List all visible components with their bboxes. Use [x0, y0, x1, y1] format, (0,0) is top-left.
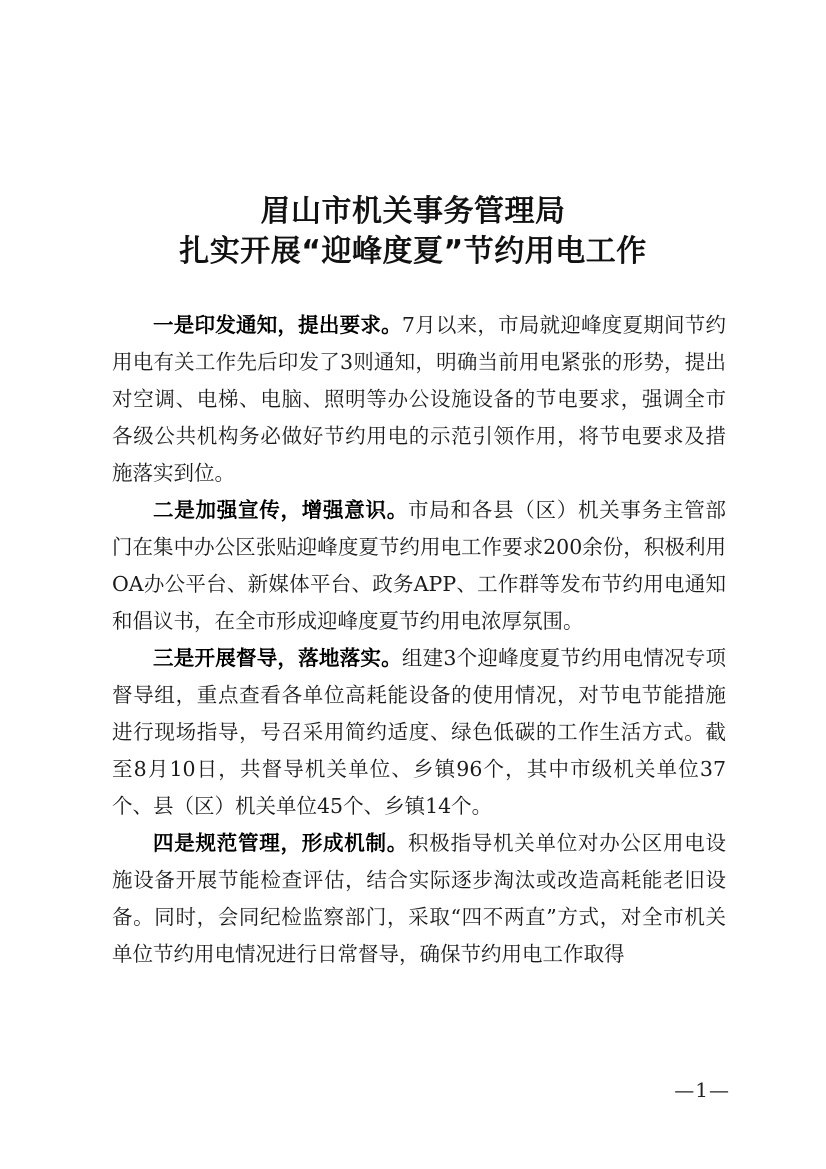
paragraph-3-text: 组建3个迎峰度夏节约用电情况专项督导组，重点查看各单位高耗能设备的使用情况，对节电节能措施进行现场指导，号召采用简约适度、绿色低碳的工作生活方式。截至8月10日，共督导机关单位、乡镇96个，其中市级机关单位37个、县（区）机关单位45个、乡镇14个。 [112, 646, 727, 818]
paragraph-3 [112, 640, 726, 825]
paragraph-3-lead: 三是开展督导，落地落实。 [153, 646, 402, 670]
paragraph-1-text: 7月以来，市局就迎峰度夏期间节约用电有关工作先后印发了3则通知，明确当前用电紧张的形势，提出对空调、电梯、电脑、照明等办公设施设备的节电要求，强调全市各级公共机构务必做好节约用电的示范引领作用，将节电要求及措施落实到位。 [112, 313, 727, 485]
page-number: —1— [674, 1078, 730, 1102]
paragraph-4-lead: 四是规范管理，形成机制。 [153, 831, 408, 855]
document-title-line-2: 扎实开展“迎峰度夏”节约用电工作 [179, 234, 647, 269]
paragraph-1-lead: 一是印发通知，提出要求。 [153, 313, 402, 337]
paragraph-2-text: 市局和各县（区）机关事务主管部门在集中办公区张贴迎峰度夏节约用电工作要求200余份，积极利用OA办公平台、新媒体平台、政务APP、工作群等发布节约用电通知和倡议书，在全市形成迎峰度夏节约用电浓厚氛围。 [112, 498, 726, 633]
paragraph-4 [112, 825, 726, 973]
document-body [112, 307, 726, 973]
paragraph-2-lead: 二是加强宣传，增强意识。 [153, 498, 408, 522]
paragraph-2 [112, 492, 726, 640]
paragraph-4-text: 积极指导机关单位对办公区用电设施设备开展节能检查评估，结合实际逐步淘汰或改造高耗能老旧设备。同时，会同纪检监察部门，采取“四不两直”方式，对全市机关单位节约用电情况进行日常督导，确保节约用电工作取得 [112, 831, 726, 966]
document-title-line-1: 眉山市机关事务管理局 [260, 194, 566, 229]
paragraph-1 [112, 307, 726, 492]
